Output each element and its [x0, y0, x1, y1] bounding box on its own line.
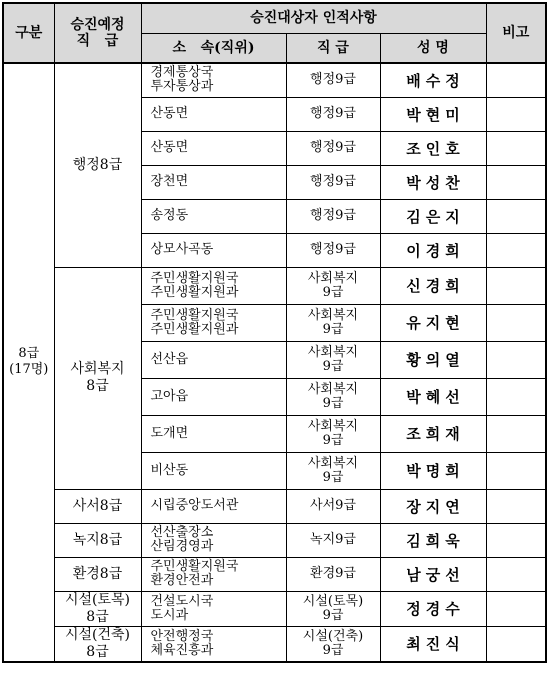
- affiliation-text: 주민생활지원과: [150, 284, 239, 300]
- affiliation-text: 주민생활지원국: [150, 559, 239, 574]
- grade-text: 환경9급: [310, 566, 356, 581]
- current-grade-cell: [286, 63, 380, 97]
- category-cell: [54, 489, 141, 523]
- current-grade-cell: [286, 626, 380, 662]
- candidate-name: 김은지: [380, 199, 486, 233]
- grade-text: 9급: [322, 284, 344, 300]
- header-promotion-grade: 승진예정 직 급: [54, 3, 141, 63]
- category-label: 시설(건축): [64, 626, 131, 643]
- affiliation-cell: [141, 489, 286, 523]
- remarks-cell: [486, 415, 546, 452]
- group-count: (17명): [9, 362, 49, 378]
- category-label: 행정8급: [72, 156, 123, 173]
- affiliation-cell: [141, 591, 286, 626]
- current-grade-cell: [286, 304, 380, 341]
- affiliation-cell: [141, 304, 286, 341]
- grade-text: 사서9급: [310, 498, 356, 513]
- grade-text: 행정9급: [310, 174, 356, 189]
- grade-text: 행정9급: [310, 72, 356, 88]
- remarks-cell: [486, 63, 546, 97]
- affiliation-cell: [141, 165, 286, 199]
- category-label: 사회복지: [70, 361, 125, 377]
- remarks-cell: [486, 523, 546, 557]
- grade-text: 사회복지: [307, 307, 359, 323]
- grade-text: 녹지9급: [310, 532, 356, 547]
- table-row: [3, 489, 546, 523]
- affiliation-cell: [141, 341, 286, 378]
- candidate-name: 장지연: [380, 489, 486, 523]
- group-cell: [3, 63, 54, 662]
- grade-text: 행정9급: [310, 106, 356, 121]
- current-grade-cell: [286, 131, 380, 165]
- table-body: [3, 63, 546, 662]
- affiliation-text: 송정동: [150, 208, 189, 223]
- grade-text: 사회복지: [307, 418, 359, 434]
- category-cell: [54, 63, 141, 267]
- grade-text: 시설(토목): [302, 593, 364, 609]
- header-candidate-info: 승진대상자 인적사항: [141, 3, 486, 33]
- grade-text: 9급: [322, 642, 344, 658]
- category-cell: [54, 523, 141, 557]
- header-affiliation: 소 속(직위): [141, 33, 286, 63]
- current-grade-cell: [286, 557, 380, 591]
- header-name: 성 명: [380, 33, 486, 63]
- candidate-name: 유지현: [380, 304, 486, 341]
- grade-text: 9급: [322, 469, 344, 485]
- affiliation-cell: [141, 267, 286, 304]
- category-cell: [54, 267, 141, 489]
- affiliation-text: 시립중앙도서관: [150, 498, 239, 513]
- affiliation-text: 주민생활지원국: [150, 270, 239, 286]
- candidate-name: 신경희: [380, 267, 486, 304]
- category-cell: [54, 591, 141, 626]
- affiliation-cell: [141, 131, 286, 165]
- grade-text: 사회복지: [307, 270, 359, 286]
- affiliation-text: 도개면: [150, 425, 189, 441]
- category-label: 8급: [86, 608, 109, 625]
- remarks-cell: [486, 378, 546, 415]
- affiliation-text: 선산출장소: [150, 525, 214, 540]
- affiliation-text: 건설도시국: [150, 593, 214, 609]
- remarks-cell: [486, 341, 546, 378]
- grade-text: 9급: [322, 358, 344, 374]
- current-grade-cell: [286, 233, 380, 267]
- affiliation-text: 장천면: [150, 174, 189, 189]
- current-grade-cell: [286, 452, 380, 489]
- affiliation-text: 경제통상국: [150, 65, 214, 81]
- remarks-cell: [486, 97, 546, 131]
- header-remarks: 비고: [486, 3, 546, 63]
- table-row: [3, 626, 546, 662]
- remarks-cell: [486, 199, 546, 233]
- affiliation-text: 도시과: [150, 607, 189, 623]
- promotion-candidate-table: [2, 2, 547, 663]
- affiliation-text: 체육진흥과: [150, 642, 214, 658]
- candidate-name: 조희재: [380, 415, 486, 452]
- grade-text: 사회복지: [307, 455, 359, 471]
- current-grade-cell: [286, 165, 380, 199]
- affiliation-cell: [141, 452, 286, 489]
- affiliation-text: 투자통상과: [150, 79, 214, 95]
- category-label: 시설(토목): [64, 591, 131, 608]
- remarks-cell: [486, 131, 546, 165]
- current-grade-cell: [286, 378, 380, 415]
- candidate-name: 남궁선: [380, 557, 486, 591]
- candidate-name: 황의열: [380, 341, 486, 378]
- header-gubun: 구분: [3, 3, 54, 63]
- current-grade-cell: [286, 523, 380, 557]
- remarks-cell: [486, 452, 546, 489]
- affiliation-cell: [141, 199, 286, 233]
- candidate-name: 박명희: [380, 452, 486, 489]
- affiliation-cell: [141, 557, 286, 591]
- category-label: 환경8급: [72, 565, 123, 582]
- grade-text: 사회복지: [307, 344, 359, 360]
- affiliation-text: 상모사곡동: [150, 242, 214, 257]
- candidate-name: 정경수: [380, 591, 486, 626]
- table-row: [3, 591, 546, 626]
- candidate-name: 조인호: [380, 131, 486, 165]
- affiliation-cell: [141, 415, 286, 452]
- table-row: [3, 267, 546, 304]
- candidate-name: 최진식: [380, 626, 486, 662]
- affiliation-cell: [141, 626, 286, 662]
- affiliation-text: 산림경영과: [150, 539, 214, 554]
- affiliation-cell: [141, 63, 286, 97]
- category-label: 8급: [86, 643, 109, 660]
- current-grade-cell: [286, 341, 380, 378]
- candidate-name: 박성찬: [380, 165, 486, 199]
- affiliation-cell: [141, 233, 286, 267]
- grade-text: 행정9급: [310, 242, 356, 257]
- grade-text: 사회복지: [307, 381, 359, 397]
- affiliation-text: 안전행정국: [150, 628, 214, 644]
- grade-text: 행정9급: [310, 140, 356, 155]
- affiliation-cell: [141, 378, 286, 415]
- remarks-cell: [486, 626, 546, 662]
- affiliation-text: 산동면: [150, 106, 189, 121]
- remarks-cell: [486, 304, 546, 341]
- group-label: 8급: [18, 346, 40, 362]
- candidate-name: 배수정: [380, 63, 486, 97]
- current-grade-cell: [286, 199, 380, 233]
- remarks-cell: [486, 489, 546, 523]
- affiliation-text: 고아읍: [150, 388, 189, 404]
- affiliation-text: 환경안전과: [150, 573, 214, 588]
- candidate-name: 박현미: [380, 97, 486, 131]
- remarks-cell: [486, 557, 546, 591]
- affiliation-text: 주민생활지원국: [150, 307, 239, 323]
- grade-text: 9급: [322, 321, 344, 337]
- affiliation-text: 주민생활지원과: [150, 321, 239, 337]
- remarks-cell: [486, 267, 546, 304]
- current-grade-cell: [286, 489, 380, 523]
- category-cell: [54, 626, 141, 662]
- category-label: 녹지8급: [72, 531, 123, 548]
- grade-text: 9급: [322, 432, 344, 448]
- affiliation-cell: [141, 97, 286, 131]
- remarks-cell: [486, 233, 546, 267]
- promotion-candidate-document: [2, 2, 545, 663]
- category-label: 8급: [86, 378, 109, 394]
- grade-text: 9급: [322, 607, 344, 623]
- grade-text: 시설(건축): [302, 628, 364, 644]
- affiliation-text: 비산동: [150, 462, 189, 478]
- table-row: [3, 557, 546, 591]
- affiliation-text: 선산읍: [150, 351, 189, 367]
- table-row: [3, 63, 546, 97]
- candidate-name: 박혜선: [380, 378, 486, 415]
- category-label: 사서8급: [72, 497, 123, 514]
- affiliation-cell: [141, 523, 286, 557]
- grade-text: 9급: [322, 395, 344, 411]
- candidate-name: 김희욱: [380, 523, 486, 557]
- grade-text: 행정9급: [310, 208, 356, 223]
- candidate-name: 이경희: [380, 233, 486, 267]
- remarks-cell: [486, 591, 546, 626]
- header-grade: 직 급: [286, 33, 380, 63]
- current-grade-cell: [286, 415, 380, 452]
- category-cell: [54, 557, 141, 591]
- current-grade-cell: [286, 267, 380, 304]
- affiliation-text: 산동면: [150, 140, 189, 155]
- remarks-cell: [486, 165, 546, 199]
- current-grade-cell: [286, 591, 380, 626]
- table-row: [3, 523, 546, 557]
- current-grade-cell: [286, 97, 380, 131]
